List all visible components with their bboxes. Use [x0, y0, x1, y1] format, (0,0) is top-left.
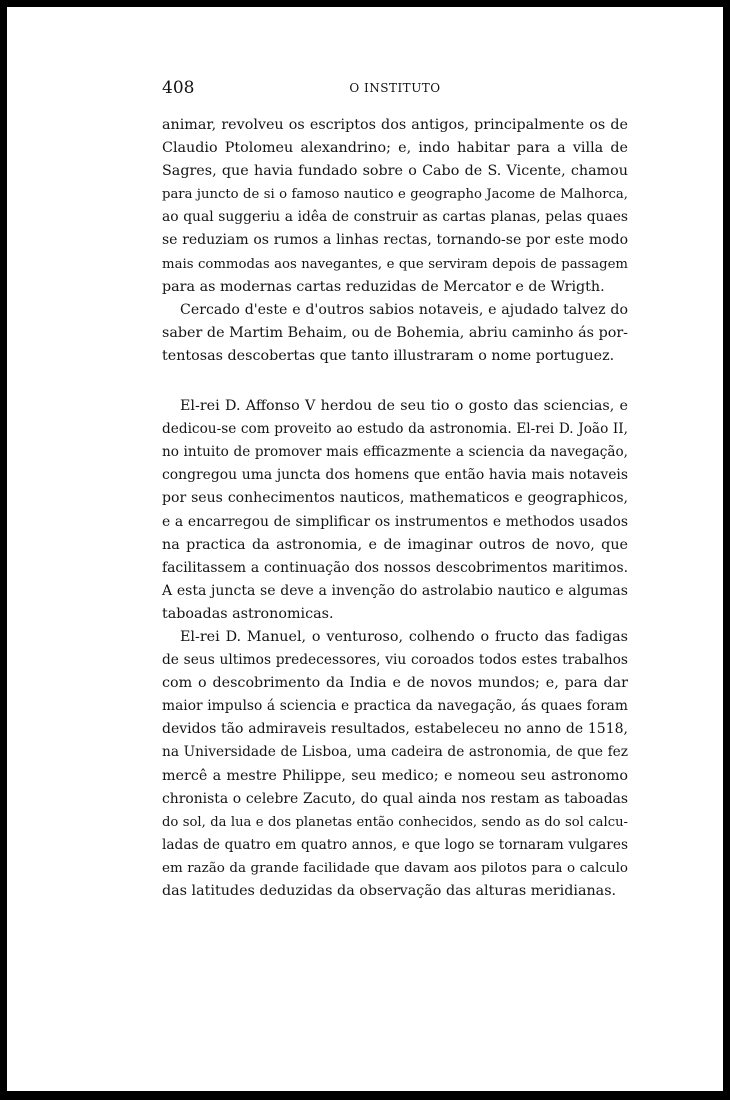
- text-line: na practica da astronomia, e de imaginar outros de novo, que: [162, 536, 628, 553]
- text-line: A esta juncta se deve a invenção do astrolabio nautico e algumas: [162, 582, 628, 599]
- text-line: do sol, da lua e dos planetas então conhecidos, sendo as do sol calcu-: [162, 814, 628, 830]
- text-line: congregou uma juncta dos homens que então havia mais notaveis: [162, 467, 628, 484]
- text-line: animar, revolveu os escriptos dos antigos, principalmente os de: [162, 117, 628, 133]
- text-line: mais commodas aos navegantes, e que serviram depois de passagem: [162, 256, 628, 272]
- text-line: facilitassem a continuação dos nossos descobrimentos maritimos.: [162, 559, 628, 576]
- page-number: 408: [162, 78, 195, 98]
- text-line: para as modernas cartas reduzidas de Mercator e de Wrigth.: [162, 278, 605, 295]
- paragraph: [162, 395, 628, 626]
- text-line: para juncto de si o famoso nautico e geographo Jacome de Malhorca,: [162, 187, 628, 203]
- text-line: ladas de quatro em quatro annos, e que logo se tornaram vulgares: [162, 836, 628, 853]
- text-line: no intuito de promover mais efficazmente a sciencia da navegação,: [162, 444, 628, 461]
- text-line: El-rei D. Affonso V herdou de seu tio o gosto das sciencias, e: [180, 398, 628, 415]
- text-line: dedicou-se com proveito ao estudo da astronomia. El-rei D. João II,: [162, 421, 628, 438]
- running-title: O INSTITUTO: [349, 81, 441, 95]
- text-line: El-rei D. Manuel, o venturoso, colhendo o fructo das fadigas: [180, 628, 628, 645]
- section-gap: [162, 368, 628, 395]
- text-line: mercê a mestre Philippe, seu medico; e nomeou seu astronomo: [162, 767, 628, 784]
- text-line: ao qual suggeriu a idêa de construir as cartas planas, pelas quaes: [162, 209, 628, 226]
- text-line: e a encarregou de simplificar os instrumentos e methodos usados: [162, 513, 628, 530]
- body-text: [162, 114, 628, 903]
- text-line: taboadas astronomicas.: [162, 605, 334, 622]
- text-line: Sagres, que havia fundado sobre o Cabo de S. Vicente, chamou: [162, 163, 628, 180]
- text-line: na Universidade de Lisboa, uma cadeira de astronomia, de que fez: [162, 744, 628, 761]
- text-line: com o descobrimento da India e de novos mundos; e, para dar: [162, 675, 628, 692]
- text-line: saber de Martim Behaim, ou de Bohemia, abriu caminho ás por-: [162, 324, 628, 341]
- text-line: tentosas descobertas que tanto illustraram o nome portuguez.: [162, 347, 615, 364]
- text-line: de seus ultimos predecessores, viu coroados todos estes trabalhos: [162, 652, 628, 669]
- text-line: das latitudes deduzidas da observação das alturas meridianas.: [162, 883, 617, 899]
- text-line: maior impulso á sciencia e practica da navegação, ás quaes foram: [162, 698, 628, 715]
- text-line: Claudio Ptolomeu alexandrino; e, indo habitar para a villa de: [162, 140, 628, 157]
- text-line: chronista o celebre Zacuto, do qual ainda nos restam as taboadas: [162, 790, 628, 807]
- paragraph: [162, 626, 628, 903]
- text-line: Cercado d'este e d'outros sabios notaveis, e ajudado talvez do: [180, 301, 628, 318]
- text-line: por seus conhecimentos nauticos, mathematicos e geographicos,: [162, 490, 628, 507]
- paragraph: [162, 114, 628, 299]
- text-line: em razão da grande facilidade que davam aos pilotos para o calculo: [162, 860, 628, 876]
- text-line: devidos tão admiraveis resultados, estabeleceu no anno de 1518,: [162, 721, 628, 738]
- page-header: [162, 78, 628, 100]
- paragraph: [162, 299, 628, 368]
- text-line: se reduziam os rumos a linhas rectas, tornando-se por este modo: [162, 232, 628, 249]
